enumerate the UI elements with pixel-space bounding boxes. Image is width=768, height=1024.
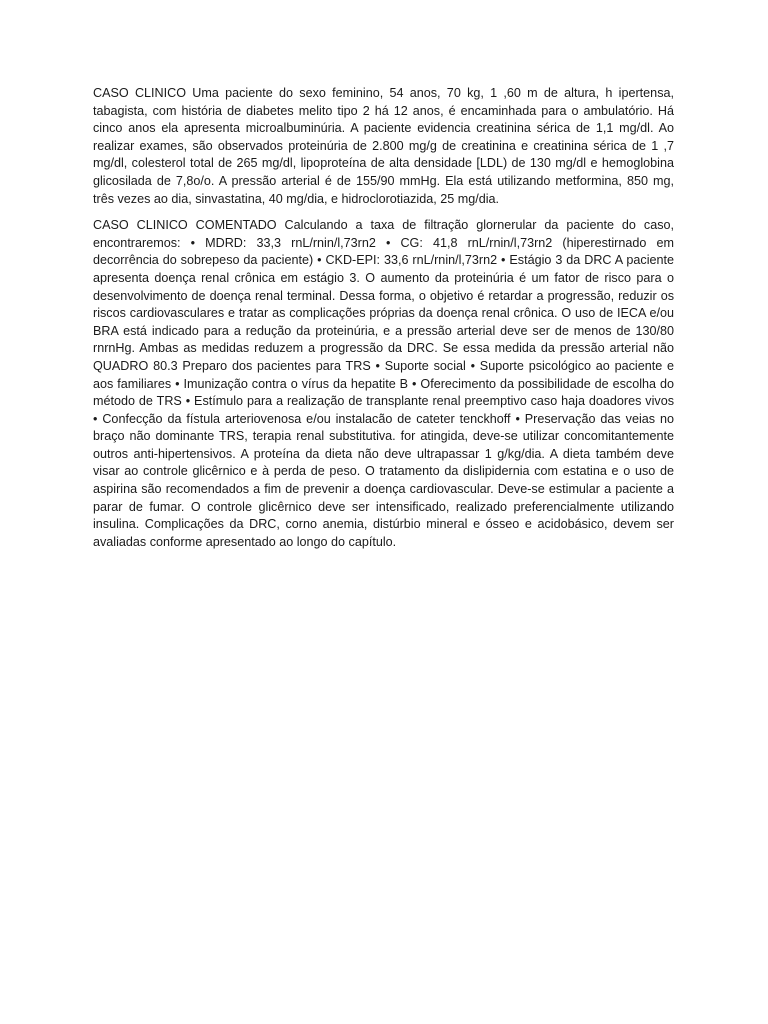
- paragraph-case-presentation: CASO CLINICO Uma paciente do sexo feminino, 54 anos, 70 kg, 1 ,60 m de altura, h ipertensa, tabagista, com história de diabetes melito tipo 2 há 12 anos, é encaminhada para o ambulatório. Há cinco anos ela apresenta microalbuminúria. A paciente evidencia creatinina sérica de 1,1 mg/dl. Ao realizar exames, são observados proteinúria de 2.800 mg/g de creatinina e creatinina sérica de 1 ,7 mg/dl, colesterol total de 265 mg/dl, lipoproteína de alta densidade [LDL) de 130 mg/dl e hemoglobina glicosilada de 7,8o/o. A pressão arterial é de 155/90 mmHg. Ela está utilizando metformina, 850 mg, três vezes ao dia, sinvastatina, 40 mg/dia, e hidroclorotiazida, 25 mg/dia.: [93, 86, 674, 206]
- document-page: [93, 85, 674, 560]
- paragraph-case-commentary: CASO CLINICO COMENTADO Calculando a taxa de filtração glornerular da paciente do caso, encontraremos: • MDRD: 33,3 rnL/rnin/l,73rn2 • CG: 41,8 rnL/rnin/l,73rn2 (hiperestirnado em decorrência do sobrepeso da paciente) • CKD-EPI: 33,6 rnL/rnin/l,73rn2 • Estágio 3 da DRC A paciente apresenta doença renal crônica em estágio 3. O aumento da proteinúria é um fator de risco para o desenvolvimento de doença renal terminal. Dessa forma, o objetivo é retardar a progressão, reduzir os riscos cardiovasculares e tratar as complicações próprias da doença renal crônica. O uso de IECA e/ou BRA está indicado para a redução da proteinúria, e a pressão arterial deve ser de menos de 130/80 rnrnHg. Ambas as medidas reduzem a progressão da DRC. Se essa medida da pressão arterial não QUADRO 80.3 Preparo dos pacientes para TRS • Suporte social • Suporte psicológico ao paciente e aos familiares • Imunização contra o vírus da hepatite B • Oferecimento da possibilidade de escolha do método de TRS • Estímulo para a realização de transplante renal preemptivo caso haja doadores vivos • Confecção da fístula arteriovenosa e/ou instalacão de cateter tenckhoff • Preservação das veias no braço não dominante TRS, terapia renal substitutiva. for atingida, deve-se utilizar concomitantemente outros anti-hipertensivos. A proteína da dieta não deve ultrapassar 1 g/kg/dia. A dieta também deve visar ao controle glicêrnico e à perda de peso. O tratamento da dislipidernia com estatina e o uso de aspirina são recomendados a fim de prevenir a doença cardiovascular. Deve-se estimular a paciente a parar de fumar. O controle glicêrnico deve ser intensificado, realizado preferencialmente utilizando insulina. Complicações da DRC, corno anemia, distúrbio mineral e ósseo e acidobásico, devem ser avaliadas conforme apresentado ao longo do capítulo.: [93, 218, 674, 549]
